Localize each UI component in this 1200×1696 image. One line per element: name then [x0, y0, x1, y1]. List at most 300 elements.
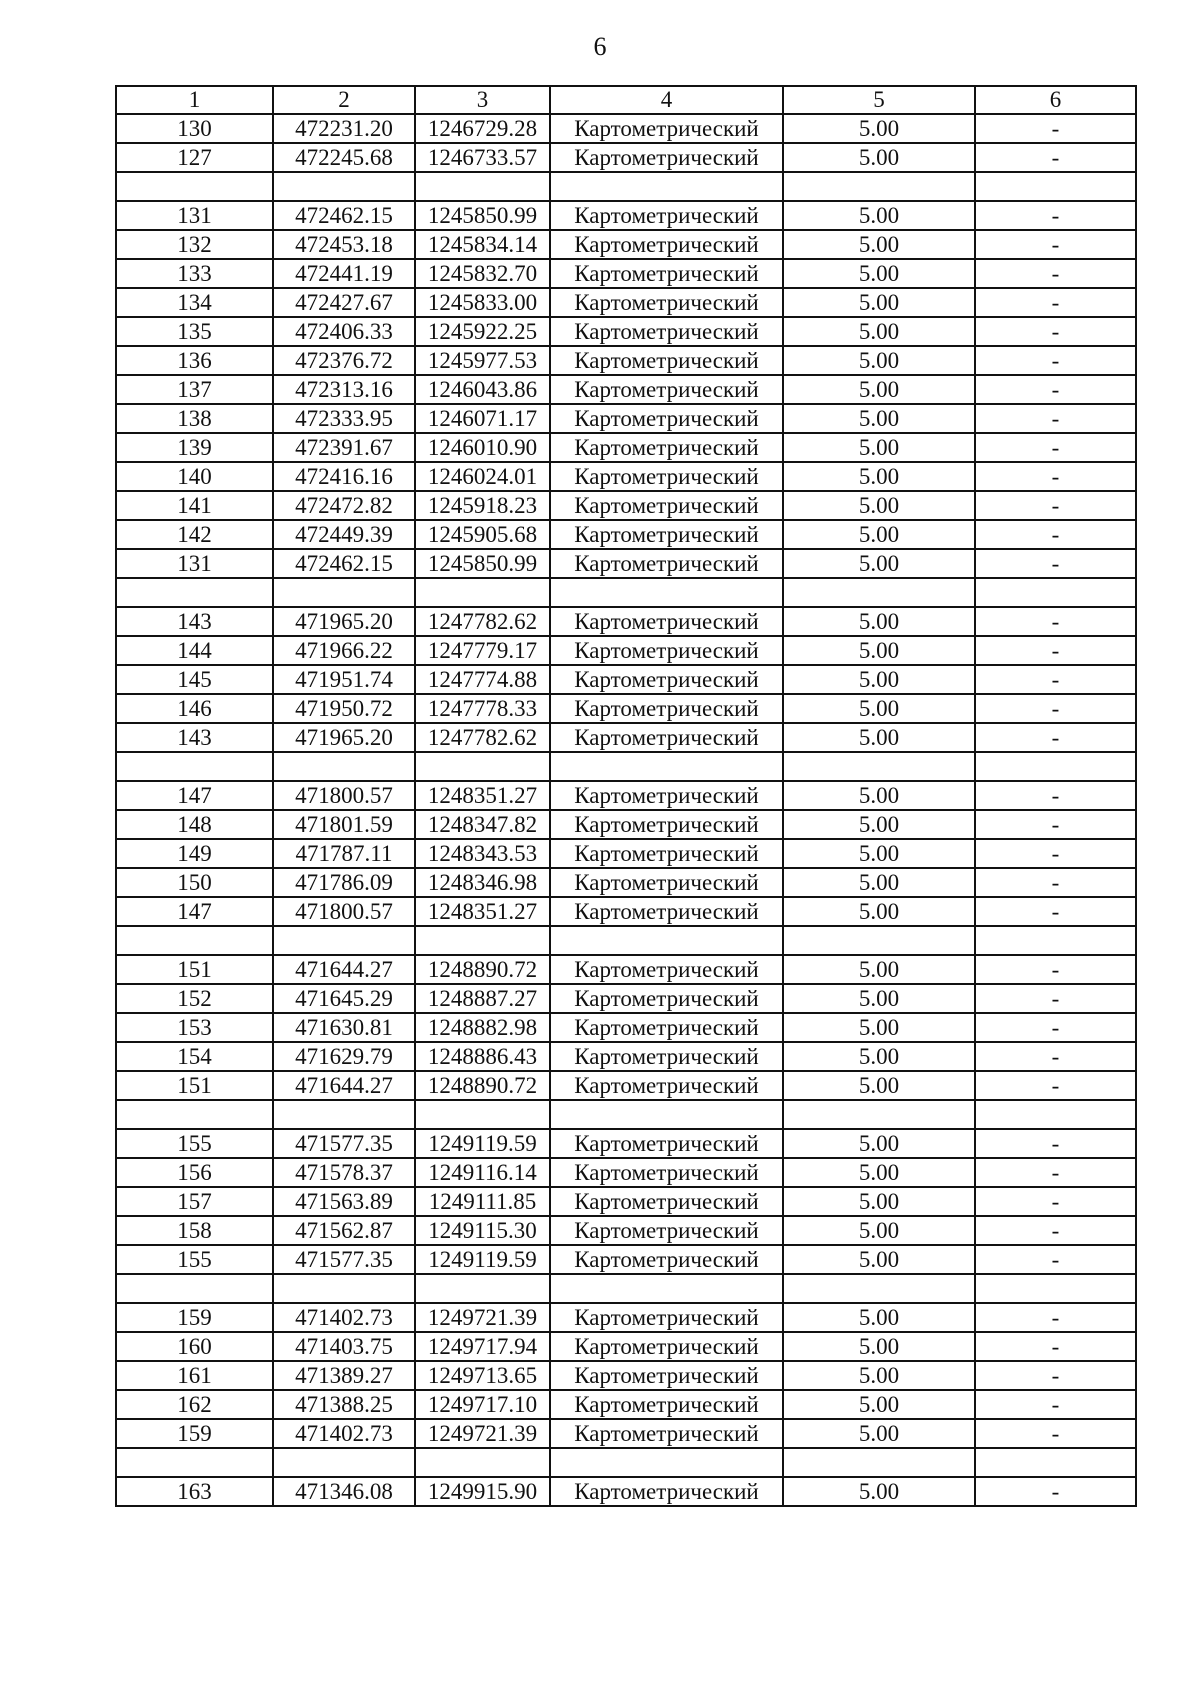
table-row — [116, 259, 1136, 288]
x-coordinate-cell — [273, 752, 415, 781]
note-cell: - — [975, 1477, 1136, 1506]
x-coordinate-cell: 471965.20 — [273, 723, 415, 752]
note-cell — [975, 926, 1136, 955]
column-header-4: 4 — [550, 86, 783, 114]
y-coordinate-cell: 1245918.23 — [415, 491, 550, 520]
note-cell: - — [975, 781, 1136, 810]
y-coordinate-cell: 1245850.99 — [415, 549, 550, 578]
y-coordinate-cell: 1247779.17 — [415, 636, 550, 665]
x-coordinate-cell: 471577.35 — [273, 1129, 415, 1158]
x-coordinate-cell: 471563.89 — [273, 1187, 415, 1216]
x-coordinate-cell: 471346.08 — [273, 1477, 415, 1506]
method-cell: Картометрический — [550, 955, 783, 984]
method-cell: Картометрический — [550, 868, 783, 897]
table-row — [116, 1245, 1136, 1274]
y-coordinate-cell: 1246733.57 — [415, 143, 550, 172]
method-cell: Картометрический — [550, 375, 783, 404]
accuracy-cell: 5.00 — [783, 984, 975, 1013]
table-row — [116, 549, 1136, 578]
note-cell — [975, 172, 1136, 201]
method-cell: Картометрический — [550, 1042, 783, 1071]
point-number-cell: 160 — [116, 1332, 273, 1361]
point-number-cell: 163 — [116, 1477, 273, 1506]
table-row — [116, 520, 1136, 549]
y-coordinate-cell — [415, 1100, 550, 1129]
note-cell: - — [975, 259, 1136, 288]
y-coordinate-cell: 1248351.27 — [415, 781, 550, 810]
table-row — [116, 317, 1136, 346]
accuracy-cell: 5.00 — [783, 1419, 975, 1448]
table-row — [116, 984, 1136, 1013]
x-coordinate-cell — [273, 172, 415, 201]
x-coordinate-cell — [273, 1100, 415, 1129]
y-coordinate-cell: 1248351.27 — [415, 897, 550, 926]
point-number-cell: 133 — [116, 259, 273, 288]
note-cell: - — [975, 1419, 1136, 1448]
table-row — [116, 926, 1136, 955]
method-cell: Картометрический — [550, 607, 783, 636]
table-row — [116, 172, 1136, 201]
method-cell: Картометрический — [550, 1187, 783, 1216]
page-number: 6 — [593, 32, 607, 61]
method-cell: Картометрический — [550, 810, 783, 839]
note-cell: - — [975, 984, 1136, 1013]
table-row — [116, 1477, 1136, 1506]
accuracy-cell: 5.00 — [783, 317, 975, 346]
y-coordinate-cell: 1246010.90 — [415, 433, 550, 462]
accuracy-cell: 5.00 — [783, 1042, 975, 1071]
x-coordinate-cell: 471965.20 — [273, 607, 415, 636]
x-coordinate-cell: 471966.22 — [273, 636, 415, 665]
accuracy-cell: 5.00 — [783, 143, 975, 172]
method-cell — [550, 1274, 783, 1303]
x-coordinate-cell: 471786.09 — [273, 868, 415, 897]
accuracy-cell: 5.00 — [783, 607, 975, 636]
method-cell: Картометрический — [550, 433, 783, 462]
table-row — [116, 114, 1136, 143]
table-row — [116, 1187, 1136, 1216]
point-number-cell: 140 — [116, 462, 273, 491]
method-cell: Картометрический — [550, 1013, 783, 1042]
table-row — [116, 810, 1136, 839]
y-coordinate-cell: 1245922.25 — [415, 317, 550, 346]
accuracy-cell: 5.00 — [783, 723, 975, 752]
y-coordinate-cell: 1248343.53 — [415, 839, 550, 868]
note-cell: - — [975, 868, 1136, 897]
note-cell — [975, 1274, 1136, 1303]
y-coordinate-cell: 1249116.14 — [415, 1158, 550, 1187]
note-cell: - — [975, 1361, 1136, 1390]
method-cell: Картометрический — [550, 1419, 783, 1448]
x-coordinate-cell: 472441.19 — [273, 259, 415, 288]
point-number-cell: 151 — [116, 955, 273, 984]
accuracy-cell: 5.00 — [783, 839, 975, 868]
accuracy-cell: 5.00 — [783, 1071, 975, 1100]
accuracy-cell — [783, 926, 975, 955]
y-coordinate-cell: 1248882.98 — [415, 1013, 550, 1042]
y-coordinate-cell: 1249119.59 — [415, 1245, 550, 1274]
point-number-cell: 155 — [116, 1129, 273, 1158]
y-coordinate-cell: 1248890.72 — [415, 1071, 550, 1100]
point-number-cell: 141 — [116, 491, 273, 520]
accuracy-cell: 5.00 — [783, 1216, 975, 1245]
table-row — [116, 868, 1136, 897]
accuracy-cell: 5.00 — [783, 781, 975, 810]
note-cell: - — [975, 839, 1136, 868]
accuracy-cell: 5.00 — [783, 288, 975, 317]
table-row — [116, 433, 1136, 462]
method-cell: Картометрический — [550, 317, 783, 346]
x-coordinate-cell: 471800.57 — [273, 781, 415, 810]
accuracy-cell: 5.00 — [783, 1390, 975, 1419]
x-coordinate-cell: 472391.67 — [273, 433, 415, 462]
point-number-cell: 132 — [116, 230, 273, 259]
x-coordinate-cell: 472416.16 — [273, 462, 415, 491]
x-coordinate-cell: 471950.72 — [273, 694, 415, 723]
point-number-cell: 147 — [116, 897, 273, 926]
point-number-cell: 145 — [116, 665, 273, 694]
y-coordinate-cell: 1247782.62 — [415, 607, 550, 636]
y-coordinate-cell: 1248887.27 — [415, 984, 550, 1013]
table-row — [116, 288, 1136, 317]
method-cell: Картометрический — [550, 259, 783, 288]
column-header-6: 6 — [975, 86, 1136, 114]
note-cell: - — [975, 375, 1136, 404]
y-coordinate-cell: 1249119.59 — [415, 1129, 550, 1158]
y-coordinate-cell — [415, 1274, 550, 1303]
note-cell: - — [975, 201, 1136, 230]
x-coordinate-cell: 472472.82 — [273, 491, 415, 520]
point-number-cell: 162 — [116, 1390, 273, 1419]
method-cell: Картометрический — [550, 1071, 783, 1100]
method-cell: Картометрический — [550, 897, 783, 926]
point-number-cell: 143 — [116, 723, 273, 752]
note-cell: - — [975, 1303, 1136, 1332]
point-number-cell: 134 — [116, 288, 273, 317]
note-cell: - — [975, 433, 1136, 462]
note-cell: - — [975, 1129, 1136, 1158]
y-coordinate-cell: 1246024.01 — [415, 462, 550, 491]
accuracy-cell: 5.00 — [783, 114, 975, 143]
y-coordinate-cell: 1249717.94 — [415, 1332, 550, 1361]
accuracy-cell: 5.00 — [783, 201, 975, 230]
y-coordinate-cell: 1245834.14 — [415, 230, 550, 259]
point-number-cell: 159 — [116, 1419, 273, 1448]
note-cell — [975, 752, 1136, 781]
point-number-cell: 138 — [116, 404, 273, 433]
method-cell: Картометрический — [550, 1129, 783, 1158]
table-row — [116, 491, 1136, 520]
note-cell: - — [975, 143, 1136, 172]
x-coordinate-cell: 472376.72 — [273, 346, 415, 375]
accuracy-cell: 5.00 — [783, 1477, 975, 1506]
y-coordinate-cell: 1249721.39 — [415, 1303, 550, 1332]
note-cell — [975, 1448, 1136, 1477]
accuracy-cell: 5.00 — [783, 1158, 975, 1187]
x-coordinate-cell: 472449.39 — [273, 520, 415, 549]
note-cell: - — [975, 1332, 1136, 1361]
point-number-cell: 155 — [116, 1245, 273, 1274]
point-number-cell — [116, 578, 273, 607]
point-number-cell: 154 — [116, 1042, 273, 1071]
point-number-cell: 148 — [116, 810, 273, 839]
method-cell: Картометрический — [550, 636, 783, 665]
note-cell: - — [975, 230, 1136, 259]
accuracy-cell: 5.00 — [783, 1245, 975, 1274]
table-row — [116, 230, 1136, 259]
x-coordinate-cell: 472453.18 — [273, 230, 415, 259]
note-cell: - — [975, 288, 1136, 317]
method-cell: Картометрический — [550, 1332, 783, 1361]
note-cell: - — [975, 955, 1136, 984]
y-coordinate-cell: 1248886.43 — [415, 1042, 550, 1071]
point-number-cell: 159 — [116, 1303, 273, 1332]
note-cell: - — [975, 549, 1136, 578]
accuracy-cell: 5.00 — [783, 549, 975, 578]
method-cell — [550, 926, 783, 955]
table-row — [116, 1274, 1136, 1303]
y-coordinate-cell — [415, 926, 550, 955]
point-number-cell: 136 — [116, 346, 273, 375]
note-cell: - — [975, 607, 1136, 636]
x-coordinate-cell: 471578.37 — [273, 1158, 415, 1187]
coordinates-table — [115, 85, 1137, 1507]
point-number-cell — [116, 1274, 273, 1303]
point-number-cell: 130 — [116, 114, 273, 143]
method-cell: Картометрический — [550, 1477, 783, 1506]
table-row — [116, 752, 1136, 781]
x-coordinate-cell: 471388.25 — [273, 1390, 415, 1419]
point-number-cell — [116, 926, 273, 955]
method-cell: Картометрический — [550, 346, 783, 375]
method-cell: Картометрический — [550, 288, 783, 317]
y-coordinate-cell: 1247782.62 — [415, 723, 550, 752]
point-number-cell: 143 — [116, 607, 273, 636]
method-cell: Картометрический — [550, 1216, 783, 1245]
point-number-cell — [116, 752, 273, 781]
y-coordinate-cell: 1249115.30 — [415, 1216, 550, 1245]
y-coordinate-cell: 1249721.39 — [415, 1419, 550, 1448]
x-coordinate-cell: 471562.87 — [273, 1216, 415, 1245]
y-coordinate-cell: 1248890.72 — [415, 955, 550, 984]
accuracy-cell — [783, 1274, 975, 1303]
accuracy-cell: 5.00 — [783, 868, 975, 897]
method-cell — [550, 172, 783, 201]
y-coordinate-cell: 1246043.86 — [415, 375, 550, 404]
method-cell — [550, 752, 783, 781]
method-cell: Картометрический — [550, 781, 783, 810]
y-coordinate-cell: 1248346.98 — [415, 868, 550, 897]
table-row — [116, 1216, 1136, 1245]
y-coordinate-cell: 1246729.28 — [415, 114, 550, 143]
method-cell — [550, 578, 783, 607]
method-cell: Картометрический — [550, 201, 783, 230]
point-number-cell: 147 — [116, 781, 273, 810]
x-coordinate-cell: 471787.11 — [273, 839, 415, 868]
method-cell: Картометрический — [550, 549, 783, 578]
y-coordinate-cell: 1249915.90 — [415, 1477, 550, 1506]
table-row — [116, 346, 1136, 375]
method-cell: Картометрический — [550, 694, 783, 723]
point-number-cell: 158 — [116, 1216, 273, 1245]
x-coordinate-cell: 471630.81 — [273, 1013, 415, 1042]
x-coordinate-cell: 471800.57 — [273, 897, 415, 926]
method-cell: Картометрический — [550, 839, 783, 868]
accuracy-cell: 5.00 — [783, 1013, 975, 1042]
table-row — [116, 1013, 1136, 1042]
x-coordinate-cell: 471644.27 — [273, 955, 415, 984]
table-row — [116, 578, 1136, 607]
x-coordinate-cell: 471402.73 — [273, 1303, 415, 1332]
accuracy-cell — [783, 578, 975, 607]
table-header-row — [116, 86, 1136, 114]
point-number-cell: 135 — [116, 317, 273, 346]
y-coordinate-cell: 1249713.65 — [415, 1361, 550, 1390]
x-coordinate-cell: 471629.79 — [273, 1042, 415, 1071]
method-cell: Картометрический — [550, 404, 783, 433]
x-coordinate-cell: 472462.15 — [273, 549, 415, 578]
x-coordinate-cell: 472406.33 — [273, 317, 415, 346]
method-cell — [550, 1448, 783, 1477]
x-coordinate-cell: 471801.59 — [273, 810, 415, 839]
table-row — [116, 201, 1136, 230]
method-cell: Картометрический — [550, 1158, 783, 1187]
x-coordinate-cell: 472462.15 — [273, 201, 415, 230]
note-cell: - — [975, 636, 1136, 665]
note-cell: - — [975, 114, 1136, 143]
note-cell: - — [975, 520, 1136, 549]
y-coordinate-cell: 1249717.10 — [415, 1390, 550, 1419]
y-coordinate-cell: 1245977.53 — [415, 346, 550, 375]
x-coordinate-cell: 472245.68 — [273, 143, 415, 172]
accuracy-cell: 5.00 — [783, 1303, 975, 1332]
x-coordinate-cell: 472231.20 — [273, 114, 415, 143]
table-row — [116, 1042, 1136, 1071]
method-cell: Картометрический — [550, 1361, 783, 1390]
table-row — [116, 839, 1136, 868]
x-coordinate-cell: 472313.16 — [273, 375, 415, 404]
point-number-cell: 157 — [116, 1187, 273, 1216]
x-coordinate-cell — [273, 578, 415, 607]
table-row — [116, 462, 1136, 491]
method-cell: Картометрический — [550, 1303, 783, 1332]
y-coordinate-cell: 1247778.33 — [415, 694, 550, 723]
note-cell — [975, 578, 1136, 607]
accuracy-cell: 5.00 — [783, 520, 975, 549]
accuracy-cell: 5.00 — [783, 259, 975, 288]
x-coordinate-cell: 471951.74 — [273, 665, 415, 694]
method-cell: Картометрический — [550, 665, 783, 694]
y-coordinate-cell: 1246071.17 — [415, 404, 550, 433]
point-number-cell: 152 — [116, 984, 273, 1013]
note-cell: - — [975, 491, 1136, 520]
x-coordinate-cell: 471577.35 — [273, 1245, 415, 1274]
table-row — [116, 1419, 1136, 1448]
y-coordinate-cell: 1245850.99 — [415, 201, 550, 230]
y-coordinate-cell — [415, 1448, 550, 1477]
point-number-cell — [116, 1100, 273, 1129]
table-row — [116, 143, 1136, 172]
table-row — [116, 1361, 1136, 1390]
note-cell: - — [975, 462, 1136, 491]
accuracy-cell: 5.00 — [783, 375, 975, 404]
table-row — [116, 1129, 1136, 1158]
method-cell: Картометрический — [550, 143, 783, 172]
note-cell: - — [975, 1187, 1136, 1216]
note-cell — [975, 1100, 1136, 1129]
x-coordinate-cell: 471645.29 — [273, 984, 415, 1013]
table-row — [116, 1158, 1136, 1187]
method-cell: Картометрический — [550, 984, 783, 1013]
y-coordinate-cell: 1248347.82 — [415, 810, 550, 839]
table-row — [116, 1448, 1136, 1477]
x-coordinate-cell: 471402.73 — [273, 1419, 415, 1448]
note-cell: - — [975, 1071, 1136, 1100]
point-number-cell: 144 — [116, 636, 273, 665]
point-number-cell: 151 — [116, 1071, 273, 1100]
method-cell: Картометрический — [550, 114, 783, 143]
x-coordinate-cell: 472427.67 — [273, 288, 415, 317]
y-coordinate-cell: 1247774.88 — [415, 665, 550, 694]
accuracy-cell: 5.00 — [783, 810, 975, 839]
note-cell: - — [975, 810, 1136, 839]
x-coordinate-cell: 471644.27 — [273, 1071, 415, 1100]
accuracy-cell: 5.00 — [783, 346, 975, 375]
point-number-cell: 131 — [116, 201, 273, 230]
table-row — [116, 375, 1136, 404]
note-cell: - — [975, 897, 1136, 926]
point-number-cell: 149 — [116, 839, 273, 868]
x-coordinate-cell — [273, 1448, 415, 1477]
x-coordinate-cell — [273, 926, 415, 955]
table-row — [116, 607, 1136, 636]
note-cell: - — [975, 1013, 1136, 1042]
accuracy-cell: 5.00 — [783, 955, 975, 984]
method-cell: Картометрический — [550, 723, 783, 752]
accuracy-cell: 5.00 — [783, 230, 975, 259]
table-row — [116, 636, 1136, 665]
y-coordinate-cell: 1245832.70 — [415, 259, 550, 288]
accuracy-cell: 5.00 — [783, 665, 975, 694]
method-cell: Картометрический — [550, 520, 783, 549]
accuracy-cell — [783, 1448, 975, 1477]
y-coordinate-cell — [415, 752, 550, 781]
table-row — [116, 1100, 1136, 1129]
table-row — [116, 781, 1136, 810]
accuracy-cell: 5.00 — [783, 404, 975, 433]
note-cell: - — [975, 665, 1136, 694]
point-number-cell: 146 — [116, 694, 273, 723]
accuracy-cell: 5.00 — [783, 636, 975, 665]
table-row — [116, 897, 1136, 926]
method-cell: Картометрический — [550, 491, 783, 520]
y-coordinate-cell — [415, 578, 550, 607]
note-cell: - — [975, 1042, 1136, 1071]
method-cell: Картометрический — [550, 230, 783, 259]
table-row — [116, 404, 1136, 433]
table-row — [116, 1390, 1136, 1419]
y-coordinate-cell — [415, 172, 550, 201]
accuracy-cell: 5.00 — [783, 1129, 975, 1158]
method-cell: Картометрический — [550, 1245, 783, 1274]
accuracy-cell — [783, 752, 975, 781]
point-number-cell: 142 — [116, 520, 273, 549]
column-header-5: 5 — [783, 86, 975, 114]
table-row — [116, 1303, 1136, 1332]
y-coordinate-cell: 1249111.85 — [415, 1187, 550, 1216]
accuracy-cell: 5.00 — [783, 1187, 975, 1216]
note-cell: - — [975, 1245, 1136, 1274]
